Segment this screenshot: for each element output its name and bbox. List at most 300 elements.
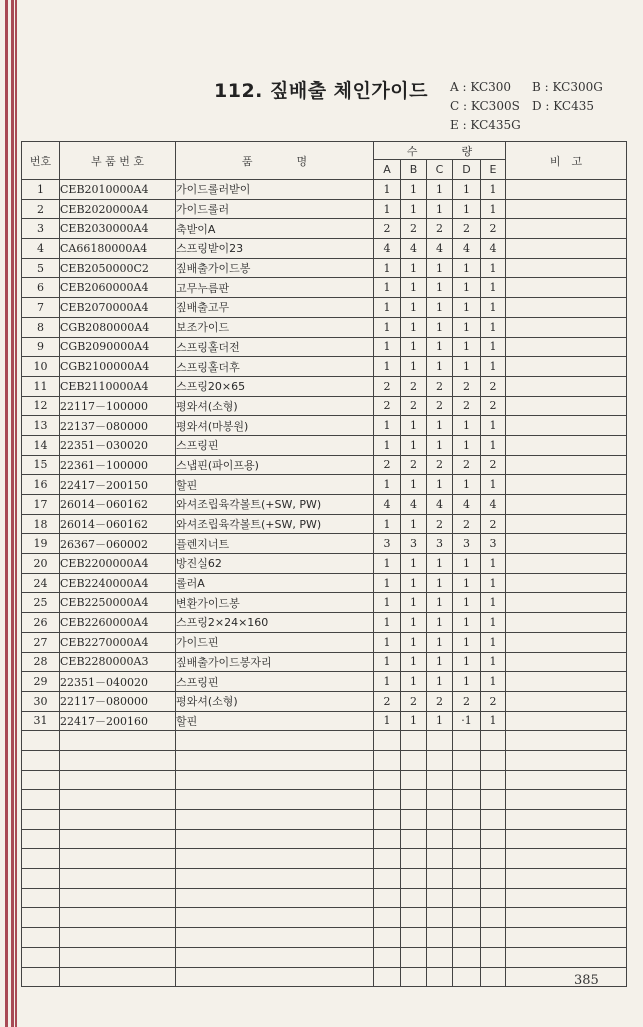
table-row xyxy=(22,416,627,436)
empty-cell xyxy=(60,849,176,869)
empty-cell xyxy=(22,869,60,889)
empty-table-row xyxy=(22,731,627,751)
quantity-cell: 3 xyxy=(481,534,506,554)
row-number: 25 xyxy=(22,593,60,613)
quantity-cell: 1 xyxy=(401,416,427,436)
quantity-cell: 1 xyxy=(453,475,481,495)
empty-cell xyxy=(60,967,176,987)
quantity-cell: 1 xyxy=(374,573,401,593)
empty-cell xyxy=(401,731,427,751)
quantity-cell: 4 xyxy=(374,495,401,515)
quantity-cell: 1 xyxy=(401,278,427,298)
row-number: 11 xyxy=(22,376,60,396)
empty-cell xyxy=(453,888,481,908)
quantity-cell: 1 xyxy=(453,573,481,593)
part-number: CEB2240000A4 xyxy=(60,573,176,593)
empty-cell xyxy=(453,849,481,869)
empty-cell xyxy=(22,770,60,790)
quantity-cell: 1 xyxy=(374,435,401,455)
empty-cell xyxy=(427,810,453,830)
empty-cell xyxy=(506,947,627,967)
table-row xyxy=(22,573,627,593)
quantity-cell: 2 xyxy=(481,514,506,534)
part-number: 22351－040020 xyxy=(60,672,176,692)
row-number: 2 xyxy=(22,199,60,219)
empty-cell xyxy=(481,750,506,770)
table-row xyxy=(22,357,627,377)
remarks-cell xyxy=(506,219,627,239)
row-number: 3 xyxy=(22,219,60,239)
empty-cell xyxy=(453,908,481,928)
empty-cell xyxy=(453,790,481,810)
quantity-cell: 1 xyxy=(401,199,427,219)
quantity-cell: 1 xyxy=(401,357,427,377)
quantity-cell: 1 xyxy=(453,357,481,377)
empty-cell xyxy=(374,731,401,751)
part-number: CEB2020000A4 xyxy=(60,199,176,219)
part-number: CEB2070000A4 xyxy=(60,298,176,318)
row-number: 29 xyxy=(22,672,60,692)
part-name: 할핀 xyxy=(176,475,374,495)
empty-cell xyxy=(453,810,481,830)
quantity-cell: 1 xyxy=(427,632,453,652)
empty-cell xyxy=(453,770,481,790)
quantity-cell: 4 xyxy=(401,239,427,259)
quantity-cell: 1 xyxy=(427,278,453,298)
quantity-cell: 1 xyxy=(453,180,481,200)
quantity-cell: 2 xyxy=(374,219,401,239)
quantity-cell: 2 xyxy=(427,691,453,711)
quantity-cell: 1 xyxy=(374,672,401,692)
table-row xyxy=(22,258,627,278)
table-row xyxy=(22,376,627,396)
quantity-cell: 1 xyxy=(427,554,453,574)
table-row xyxy=(22,554,627,574)
part-name: 스프링홀더후 xyxy=(176,357,374,377)
part-number: 26367－060002 xyxy=(60,534,176,554)
quantity-cell: 1 xyxy=(453,672,481,692)
quantity-cell: 1 xyxy=(481,298,506,318)
empty-cell xyxy=(506,829,627,849)
remarks-cell xyxy=(506,613,627,633)
part-name: 평와셔(소형) xyxy=(176,396,374,416)
quantity-cell: 1 xyxy=(401,475,427,495)
empty-cell xyxy=(481,731,506,751)
quantity-cell: 2 xyxy=(453,691,481,711)
quantity-cell: 1 xyxy=(453,278,481,298)
empty-table-row xyxy=(22,928,627,948)
row-number: 18 xyxy=(22,514,60,534)
quantity-cell: 1 xyxy=(401,632,427,652)
empty-cell xyxy=(60,928,176,948)
part-name: 고무누름판 xyxy=(176,278,374,298)
quantity-cell: 4 xyxy=(481,239,506,259)
empty-cell xyxy=(453,829,481,849)
header-col-c: C xyxy=(427,160,453,180)
part-number: CGB2080000A4 xyxy=(60,317,176,337)
quantity-cell: 1 xyxy=(427,435,453,455)
table-row xyxy=(22,278,627,298)
empty-cell xyxy=(481,888,506,908)
table-row xyxy=(22,317,627,337)
empty-cell xyxy=(427,849,453,869)
empty-cell xyxy=(60,908,176,928)
part-name: 플렌지너트 xyxy=(176,534,374,554)
quantity-cell: 1 xyxy=(374,337,401,357)
part-name: 와셔조립육각볼트(+SW, PW) xyxy=(176,514,374,534)
empty-cell xyxy=(506,731,627,751)
table-row xyxy=(22,495,627,515)
model-label-c: C : KC300S xyxy=(450,99,520,113)
quantity-cell: 1 xyxy=(374,593,401,613)
empty-cell xyxy=(22,888,60,908)
empty-cell xyxy=(481,869,506,889)
row-number: 7 xyxy=(22,298,60,318)
row-number: 26 xyxy=(22,613,60,633)
quantity-cell: 1 xyxy=(401,337,427,357)
empty-cell xyxy=(427,947,453,967)
empty-cell xyxy=(481,928,506,948)
empty-cell xyxy=(481,908,506,928)
quantity-cell: 1 xyxy=(481,475,506,495)
table-row xyxy=(22,219,627,239)
quantity-cell: 1 xyxy=(401,317,427,337)
part-name: 스프링2×24×160 xyxy=(176,613,374,633)
quantity-cell: 1 xyxy=(374,180,401,200)
empty-cell xyxy=(374,869,401,889)
empty-cell xyxy=(22,750,60,770)
header-no: 번호 xyxy=(22,142,60,180)
quantity-cell: 2 xyxy=(374,455,401,475)
quantity-cell: 1 xyxy=(481,711,506,731)
remarks-cell xyxy=(506,180,627,200)
quantity-cell: 1 xyxy=(374,514,401,534)
quantity-cell: 2 xyxy=(481,376,506,396)
quantity-cell: 1 xyxy=(453,298,481,318)
quantity-cell: 1 xyxy=(374,416,401,436)
table-row xyxy=(22,180,627,200)
quantity-cell: 1 xyxy=(401,554,427,574)
table-row xyxy=(22,337,627,357)
empty-cell xyxy=(401,790,427,810)
row-number: 15 xyxy=(22,455,60,475)
quantity-cell: 1 xyxy=(453,337,481,357)
quantity-cell: 1 xyxy=(481,672,506,692)
page-binding-line xyxy=(15,0,17,1027)
empty-cell xyxy=(22,947,60,967)
table-row xyxy=(22,534,627,554)
quantity-cell: 2 xyxy=(427,514,453,534)
empty-cell xyxy=(453,731,481,751)
part-number: 22417－200160 xyxy=(60,711,176,731)
quantity-cell: 2 xyxy=(374,376,401,396)
empty-table-row xyxy=(22,908,627,928)
empty-cell xyxy=(60,947,176,967)
header-quantity: 수 량 xyxy=(374,142,506,160)
header-part-number: 부 품 번 호 xyxy=(60,142,176,180)
quantity-cell: 1 xyxy=(374,652,401,672)
part-name: 짚배출가이드봉자리 xyxy=(176,652,374,672)
row-number: 24 xyxy=(22,573,60,593)
remarks-cell xyxy=(506,317,627,337)
quantity-cell: 1 xyxy=(427,593,453,613)
page-binding-line xyxy=(11,0,14,1027)
quantity-cell: 1 xyxy=(401,613,427,633)
quantity-cell: 4 xyxy=(453,239,481,259)
part-name: 짚배출가이드봉 xyxy=(176,258,374,278)
empty-cell xyxy=(60,790,176,810)
quantity-cell: 1 xyxy=(453,593,481,613)
header-col-a: A xyxy=(374,160,401,180)
remarks-cell xyxy=(506,514,627,534)
model-label-b: B : KC300G xyxy=(532,80,603,94)
remarks-cell xyxy=(506,199,627,219)
empty-cell xyxy=(453,947,481,967)
empty-cell xyxy=(176,829,374,849)
empty-cell xyxy=(506,770,627,790)
part-number: 22417－200150 xyxy=(60,475,176,495)
quantity-cell: 1 xyxy=(374,613,401,633)
quantity-cell: 3 xyxy=(374,534,401,554)
part-number: CEB2250000A4 xyxy=(60,593,176,613)
remarks-cell xyxy=(506,475,627,495)
quantity-cell: 1 xyxy=(427,613,453,633)
table-row xyxy=(22,298,627,318)
quantity-cell: 2 xyxy=(374,691,401,711)
empty-cell xyxy=(481,790,506,810)
part-number: 22351－030020 xyxy=(60,435,176,455)
table-row xyxy=(22,239,627,259)
empty-cell xyxy=(60,750,176,770)
part-number: CEB2030000A4 xyxy=(60,219,176,239)
quantity-cell: 4 xyxy=(481,495,506,515)
quantity-cell: 1 xyxy=(481,593,506,613)
empty-cell xyxy=(374,810,401,830)
empty-cell xyxy=(427,770,453,790)
quantity-cell: 1 xyxy=(481,357,506,377)
quantity-cell: 1 xyxy=(427,199,453,219)
quantity-cell: 1 xyxy=(401,258,427,278)
remarks-cell xyxy=(506,396,627,416)
quantity-cell: 1 xyxy=(374,298,401,318)
quantity-cell: 1 xyxy=(427,317,453,337)
empty-cell xyxy=(481,967,506,987)
remarks-cell xyxy=(506,298,627,318)
quantity-cell: 1 xyxy=(427,573,453,593)
table-row xyxy=(22,199,627,219)
remarks-cell xyxy=(506,652,627,672)
part-name: 평와셔(소형) xyxy=(176,691,374,711)
row-number: 31 xyxy=(22,711,60,731)
empty-cell xyxy=(427,869,453,889)
quantity-cell: 1 xyxy=(427,672,453,692)
table-row xyxy=(22,711,627,731)
quantity-cell: 2 xyxy=(481,455,506,475)
row-number: 10 xyxy=(22,357,60,377)
empty-cell xyxy=(22,928,60,948)
row-number: 20 xyxy=(22,554,60,574)
part-number: CEB2200000A4 xyxy=(60,554,176,574)
empty-cell xyxy=(176,731,374,751)
quantity-cell: 4 xyxy=(401,495,427,515)
part-name: 평와셔(마봉원) xyxy=(176,416,374,436)
empty-cell xyxy=(22,731,60,751)
part-name: 방진실62 xyxy=(176,554,374,574)
quantity-cell: 2 xyxy=(401,376,427,396)
remarks-cell xyxy=(506,554,627,574)
quantity-cell: 1 xyxy=(481,199,506,219)
empty-cell xyxy=(176,967,374,987)
empty-table-row xyxy=(22,829,627,849)
empty-cell xyxy=(60,810,176,830)
remarks-cell xyxy=(506,357,627,377)
quantity-cell: 1 xyxy=(481,180,506,200)
row-number: 1 xyxy=(22,180,60,200)
table-row xyxy=(22,672,627,692)
row-number: 19 xyxy=(22,534,60,554)
quantity-cell: 2 xyxy=(374,396,401,416)
empty-table-row xyxy=(22,770,627,790)
quantity-cell: 2 xyxy=(453,219,481,239)
empty-cell xyxy=(176,869,374,889)
remarks-cell xyxy=(506,593,627,613)
remarks-cell xyxy=(506,495,627,515)
empty-cell xyxy=(453,928,481,948)
remarks-cell xyxy=(506,711,627,731)
quantity-cell: 1 xyxy=(401,180,427,200)
quantity-cell: 1 xyxy=(374,278,401,298)
part-number: 26014－060162 xyxy=(60,514,176,534)
remarks-cell xyxy=(506,239,627,259)
empty-cell xyxy=(427,731,453,751)
part-number: 22361－100000 xyxy=(60,455,176,475)
part-number: 22117－100000 xyxy=(60,396,176,416)
quantity-cell: ·1 xyxy=(453,711,481,731)
empty-cell xyxy=(374,947,401,967)
part-name: 가이드롤러 xyxy=(176,199,374,219)
table-row xyxy=(22,455,627,475)
quantity-cell: 4 xyxy=(427,495,453,515)
row-number: 16 xyxy=(22,475,60,495)
row-number: 6 xyxy=(22,278,60,298)
empty-cell xyxy=(481,829,506,849)
quantity-cell: 2 xyxy=(453,396,481,416)
table-row xyxy=(22,435,627,455)
empty-cell xyxy=(176,908,374,928)
empty-cell xyxy=(427,829,453,849)
quantity-cell: 1 xyxy=(481,258,506,278)
model-label-a: A : KC300 xyxy=(450,80,512,94)
quantity-cell: 1 xyxy=(481,632,506,652)
row-number: 17 xyxy=(22,495,60,515)
empty-cell xyxy=(176,770,374,790)
quantity-cell: 1 xyxy=(453,554,481,574)
quantity-cell: 2 xyxy=(427,219,453,239)
part-name: 보조가이드 xyxy=(176,317,374,337)
empty-cell xyxy=(60,731,176,751)
quantity-cell: 2 xyxy=(481,396,506,416)
empty-cell xyxy=(374,928,401,948)
table-row xyxy=(22,593,627,613)
remarks-cell xyxy=(506,337,627,357)
page-binding-line xyxy=(5,0,8,1027)
quantity-cell: 2 xyxy=(453,376,481,396)
part-number: CEB2270000A4 xyxy=(60,632,176,652)
empty-cell xyxy=(506,869,627,889)
empty-cell xyxy=(176,947,374,967)
part-number: CEB2110000A4 xyxy=(60,376,176,396)
remarks-cell xyxy=(506,435,627,455)
empty-cell xyxy=(481,947,506,967)
empty-cell xyxy=(506,810,627,830)
model-label-d: D : KC435 xyxy=(532,99,595,113)
part-number: CEB2280000A3 xyxy=(60,652,176,672)
empty-cell xyxy=(176,849,374,869)
empty-cell xyxy=(506,849,627,869)
remarks-cell xyxy=(506,534,627,554)
part-name: 변환가이드봉 xyxy=(176,593,374,613)
empty-cell xyxy=(401,888,427,908)
part-name: 롤러A xyxy=(176,573,374,593)
empty-cell xyxy=(506,750,627,770)
empty-cell xyxy=(22,849,60,869)
part-number: 22137－080000 xyxy=(60,416,176,436)
quantity-cell: 1 xyxy=(453,613,481,633)
quantity-cell: 2 xyxy=(401,691,427,711)
quantity-cell: 2 xyxy=(453,514,481,534)
empty-cell xyxy=(401,947,427,967)
quantity-cell: 1 xyxy=(453,317,481,337)
quantity-cell: 1 xyxy=(427,180,453,200)
part-number: CEB2050000C2 xyxy=(60,258,176,278)
quantity-cell: 1 xyxy=(427,298,453,318)
empty-cell xyxy=(374,908,401,928)
row-number: 30 xyxy=(22,691,60,711)
page-title: 112. 짚배출 체인가이드 xyxy=(214,80,428,102)
empty-table-row xyxy=(22,810,627,830)
part-name: 스프링받이23 xyxy=(176,239,374,259)
empty-cell xyxy=(506,908,627,928)
quantity-cell: 1 xyxy=(374,632,401,652)
empty-cell xyxy=(401,908,427,928)
quantity-cell: 2 xyxy=(427,455,453,475)
part-name: 축받이A xyxy=(176,219,374,239)
quantity-cell: 1 xyxy=(374,554,401,574)
quantity-cell: 1 xyxy=(401,652,427,672)
quantity-cell: 1 xyxy=(427,258,453,278)
quantity-cell: 2 xyxy=(401,455,427,475)
part-number: CGB2090000A4 xyxy=(60,337,176,357)
quantity-cell: 1 xyxy=(481,317,506,337)
empty-cell xyxy=(176,750,374,770)
parts-table xyxy=(21,141,627,987)
row-number: 9 xyxy=(22,337,60,357)
quantity-cell: 2 xyxy=(401,396,427,416)
empty-cell xyxy=(374,888,401,908)
quantity-cell: 2 xyxy=(481,691,506,711)
quantity-cell: 1 xyxy=(401,672,427,692)
quantity-cell: 1 xyxy=(481,337,506,357)
quantity-cell: 1 xyxy=(401,298,427,318)
quantity-cell: 1 xyxy=(401,711,427,731)
part-name: 스프링20×65 xyxy=(176,376,374,396)
row-number: 5 xyxy=(22,258,60,278)
empty-cell xyxy=(453,750,481,770)
remarks-cell xyxy=(506,278,627,298)
part-name: 할핀 xyxy=(176,711,374,731)
empty-cell xyxy=(60,869,176,889)
quantity-cell: 1 xyxy=(374,711,401,731)
